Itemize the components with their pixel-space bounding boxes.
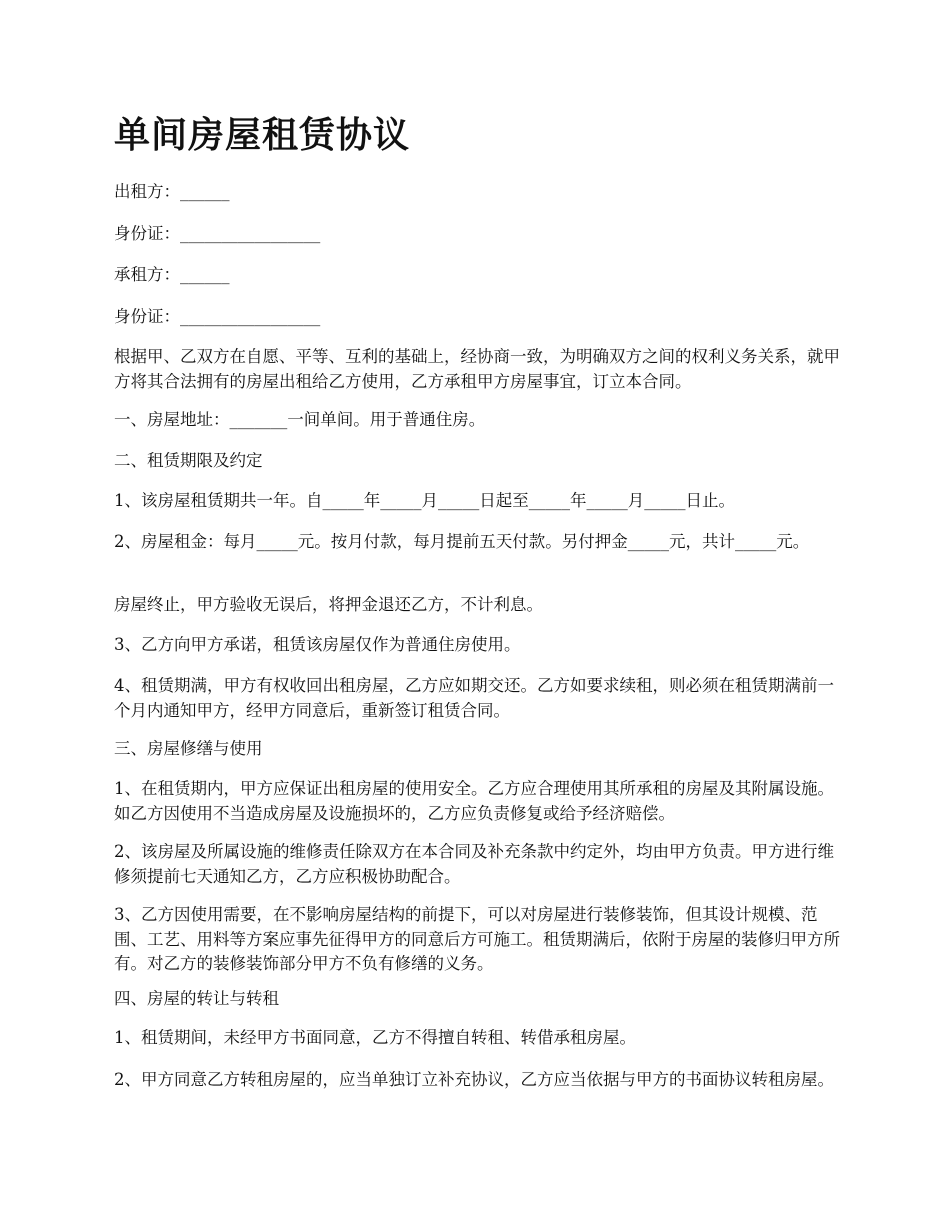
section-2-heading: 二、租赁期限及约定 [114, 451, 263, 470]
clause-3-1: 1、在租赁期内，甲方应保证出租房屋的使用安全。乙方应合理使用其所承租的房屋及其附属设施。如乙方因使用不当造成房屋及设施损坏的，乙方应负责修复或给予经济赔偿。 [114, 779, 834, 823]
clause-2-1: 1、该房屋租赁期共一年。自_____年_____月_____日起至_____年_____月_____日止。 [114, 491, 735, 510]
section-4-heading: 四、房屋的转让与转租 [114, 989, 279, 1008]
lessor-field: 出租方：______ [114, 182, 230, 201]
deposit-refund-paragraph: 房屋终止，甲方验收无误后，将押金退还乙方，不计利息。 [114, 595, 543, 614]
document-title: 单间房屋租赁协议 [114, 114, 411, 156]
clause-2-2: 2、房屋租金：每月_____元。按月付款，每月提前五天付款。另付押金_____元，共计_____元。 [114, 532, 810, 551]
lessee-field: 承租方：______ [114, 265, 230, 284]
section-3-heading: 三、房屋修缮与使用 [114, 739, 263, 758]
lessee-id-field: 身份证：_________________ [114, 307, 321, 326]
clause-3-2: 2、该房屋及所属设施的维修责任除双方在本合同及补充条款中约定外，均由甲方负责。甲方进行维修须提前七天通知乙方，乙方应积极协助配合。 [114, 842, 834, 886]
clause-3-3: 3、乙方因使用需要，在不影响房屋结构的前提下，可以对房屋进行装修装饰，但其设计规模、范围、工艺、用料等方案应事先征得甲方的同意后方可施工。租赁期满后，依附于房屋的装修归甲方所有。对乙方的装修装饰部分甲方不负有修缮的义务。 [114, 905, 840, 973]
section-1-address: 一、房屋地址：_______一间单间。用于普通住房。 [114, 410, 486, 429]
clause-4-2: 2、甲方同意乙方转租房屋的，应当单独订立补充协议，乙方应当依据与甲方的书面协议转租房屋。 [114, 1070, 834, 1089]
clause-4-1: 1、租赁期间，未经甲方书面同意，乙方不得擅自转租、转借承租房屋。 [114, 1028, 636, 1047]
lessor-id-field: 身份证：_________________ [114, 224, 321, 243]
clause-2-3: 3、乙方向甲方承诺，租赁该房屋仅作为普通住房使用。 [114, 635, 521, 654]
preamble-paragraph: 根据甲、乙双方在自愿、平等、互利的基础上，经协商一致，为明确双方之间的权利义务关系，就甲方将其合法拥有的房屋出租给乙方使用，乙方承租甲方房屋事宜，订立本合同。 [114, 347, 840, 391]
clause-2-4: 4、租赁期满，甲方有权收回出租房屋，乙方应如期交还。乙方如要求续租，则必须在租赁期满前一个月内通知甲方，经甲方同意后，重新签订租赁合同。 [114, 676, 834, 720]
